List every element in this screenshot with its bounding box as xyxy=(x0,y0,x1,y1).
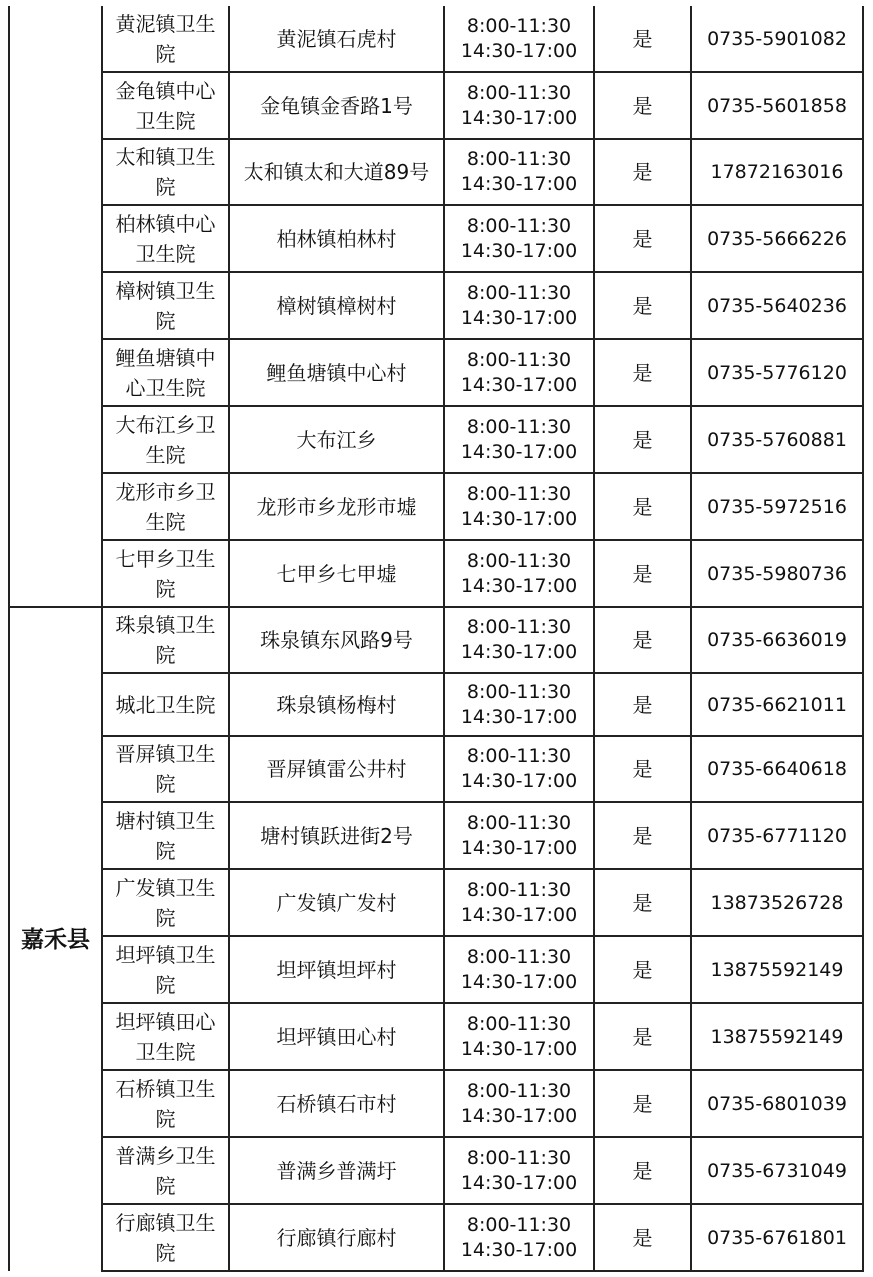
address-cell: 金龟镇金香路1号 xyxy=(229,72,444,139)
address-cell: 大布江乡 xyxy=(229,406,444,473)
phone-cell: 0735-5601858 xyxy=(691,72,863,139)
hours-cell xyxy=(444,272,594,339)
facility-name-line: 院 xyxy=(155,838,176,863)
appointment-cell: 是 xyxy=(594,802,691,869)
facility-name-cell xyxy=(102,736,229,802)
appointment-cell: 是 xyxy=(594,1137,691,1204)
hours-cell xyxy=(444,1003,594,1070)
phone-cell: 0735-6621011 xyxy=(691,673,863,736)
facility-name-cell xyxy=(102,936,229,1003)
appointment-cell: 是 xyxy=(594,673,691,736)
table-row xyxy=(9,673,863,736)
phone-cell: 0735-5980736 xyxy=(691,540,863,607)
appointment-cell: 是 xyxy=(594,406,691,473)
facility-name-line: 普满乡卫生 xyxy=(115,1143,216,1168)
facility-name-line: 院 xyxy=(155,1106,176,1131)
facility-name-line: 坦坪镇田心 xyxy=(115,1009,216,1034)
table-row xyxy=(9,139,863,205)
hours-line: 14:30-17:00 xyxy=(460,1104,578,1127)
table-row xyxy=(9,802,863,869)
phone-cell: 0735-6801039 xyxy=(691,1070,863,1137)
table-row xyxy=(9,736,863,802)
facility-name-cell xyxy=(102,802,229,869)
facility-name-line: 金龟镇中心 xyxy=(115,78,216,103)
facility-name-line: 柏林镇中心 xyxy=(115,211,216,236)
appointment-cell: 是 xyxy=(594,339,691,406)
hours-cell xyxy=(444,1070,594,1137)
hours-line: 14:30-17:00 xyxy=(460,770,578,792)
table-row xyxy=(9,1204,863,1271)
hours-cell xyxy=(444,205,594,272)
hours-cell xyxy=(444,6,594,72)
facility-name-cell xyxy=(102,72,229,139)
appointment-cell: 是 xyxy=(594,139,691,205)
address-cell: 塘村镇跃进街2号 xyxy=(229,802,444,869)
facility-name-line: 心卫生院 xyxy=(125,375,206,400)
table-row xyxy=(9,272,863,339)
facility-name-line: 卫生院 xyxy=(135,1039,196,1064)
table-row xyxy=(9,540,863,607)
hours-cell xyxy=(444,339,594,406)
table-row xyxy=(9,406,863,473)
facility-name-cell xyxy=(102,139,229,205)
hours-line: 14:30-17:00 xyxy=(460,173,578,195)
facility-name-cell xyxy=(102,1137,229,1204)
address-cell: 晋屏镇雷公井村 xyxy=(229,736,444,802)
hours-line: 14:30-17:00 xyxy=(460,507,578,530)
appointment-cell: 是 xyxy=(594,1070,691,1137)
phone-cell: 13873526728 xyxy=(691,869,863,936)
facility-name-line: 太和镇卫生 xyxy=(115,145,216,169)
facility-name-line: 坦坪镇卫生 xyxy=(115,942,216,967)
hours-cell xyxy=(444,1204,594,1271)
appointment-cell: 是 xyxy=(594,205,691,272)
address-cell: 珠泉镇杨梅村 xyxy=(229,673,444,736)
hours-line: 14:30-17:00 xyxy=(460,1238,578,1261)
hours-line: 8:00-11:30 xyxy=(466,1146,572,1169)
facility-name-cell xyxy=(102,607,229,673)
hours-line: 14:30-17:00 xyxy=(460,970,578,993)
hours-line: 8:00-11:30 xyxy=(466,945,572,968)
hours-cell xyxy=(444,406,594,473)
address-cell: 柏林镇柏林村 xyxy=(229,205,444,272)
appointment-cell: 是 xyxy=(594,1204,691,1271)
hours-cell xyxy=(444,473,594,540)
facility-name-cell xyxy=(102,540,229,607)
appointment-cell: 是 xyxy=(594,72,691,139)
facility-name-line: 院 xyxy=(155,1240,176,1265)
facility-name-cell xyxy=(102,6,229,72)
phone-cell: 0735-5776120 xyxy=(691,339,863,406)
facility-name-line: 院 xyxy=(155,41,176,66)
facility-name-line: 院 xyxy=(155,905,176,930)
hours-line: 8:00-11:30 xyxy=(466,1012,572,1035)
phone-cell: 0735-5666226 xyxy=(691,205,863,272)
hours-cell xyxy=(444,869,594,936)
hours-line: 14:30-17:00 xyxy=(460,574,578,597)
table-row xyxy=(9,205,863,272)
hours-line: 8:00-11:30 xyxy=(466,415,572,438)
hours-line: 14:30-17:00 xyxy=(460,1037,578,1060)
phone-cell: 0735-5901082 xyxy=(691,6,863,72)
hours-line: 8:00-11:30 xyxy=(466,482,572,505)
address-cell: 坦坪镇坦坪村 xyxy=(229,936,444,1003)
appointment-cell: 是 xyxy=(594,473,691,540)
clinic-table-body xyxy=(9,6,863,1271)
facility-name-line: 院 xyxy=(155,772,176,796)
hours-line: 8:00-11:30 xyxy=(466,348,572,371)
clinic-table xyxy=(8,6,864,1272)
hours-cell xyxy=(444,1137,594,1204)
hours-line: 14:30-17:00 xyxy=(460,903,578,926)
hours-line: 8:00-11:30 xyxy=(466,616,572,638)
address-cell: 坦坪镇田心村 xyxy=(229,1003,444,1070)
address-cell: 黄泥镇石虎村 xyxy=(229,6,444,72)
county-cell xyxy=(9,6,102,607)
facility-name-line: 广发镇卫生 xyxy=(115,875,216,900)
hours-cell xyxy=(444,607,594,673)
table-row xyxy=(9,6,863,72)
facility-name-line: 鲤鱼塘镇中 xyxy=(115,345,216,370)
address-cell: 广发镇广发村 xyxy=(229,869,444,936)
hours-line: 14:30-17:00 xyxy=(460,373,578,396)
hours-line: 14:30-17:00 xyxy=(460,39,578,62)
hours-cell xyxy=(444,736,594,802)
phone-cell: 0735-6731049 xyxy=(691,1137,863,1204)
appointment-cell: 是 xyxy=(594,736,691,802)
hours-line: 8:00-11:30 xyxy=(466,14,572,37)
phone-cell: 0735-6771120 xyxy=(691,802,863,869)
facility-name-cell xyxy=(102,1204,229,1271)
facility-name-line: 晋屏镇卫生 xyxy=(115,742,216,766)
facility-name-line: 生院 xyxy=(145,442,186,467)
phone-cell: 0735-6636019 xyxy=(691,607,863,673)
address-cell: 石桥镇石市村 xyxy=(229,1070,444,1137)
address-cell: 珠泉镇东风路9号 xyxy=(229,607,444,673)
hours-cell xyxy=(444,936,594,1003)
hours-line: 14:30-17:00 xyxy=(460,239,578,262)
facility-name-line: 珠泉镇卫生 xyxy=(115,613,216,637)
facility-name-cell xyxy=(102,673,229,736)
appointment-cell: 是 xyxy=(594,607,691,673)
table-row xyxy=(9,339,863,406)
hours-line: 14:30-17:00 xyxy=(460,705,578,728)
facility-name-line: 石桥镇卫生 xyxy=(115,1076,216,1101)
facility-name-line: 七甲乡卫生 xyxy=(115,546,216,571)
phone-cell: 0735-6640618 xyxy=(691,736,863,802)
hours-line: 14:30-17:00 xyxy=(460,1171,578,1194)
hours-cell xyxy=(444,540,594,607)
appointment-cell: 是 xyxy=(594,1003,691,1070)
facility-name-line: 城北卫生院 xyxy=(115,692,216,717)
facility-name-line: 樟树镇卫生 xyxy=(115,278,216,303)
hours-line: 8:00-11:30 xyxy=(466,811,572,834)
hours-line: 14:30-17:00 xyxy=(460,440,578,463)
facility-name-line: 龙形市乡卫 xyxy=(115,479,216,504)
facility-name-line: 行廊镇卫生 xyxy=(115,1210,216,1235)
hours-line: 8:00-11:30 xyxy=(466,680,572,703)
appointment-cell: 是 xyxy=(594,272,691,339)
hours-line: 8:00-11:30 xyxy=(466,1213,572,1236)
table-row xyxy=(9,1070,863,1137)
facility-name-line: 生院 xyxy=(145,509,186,534)
address-cell: 龙形市乡龙形市墟 xyxy=(229,473,444,540)
hours-line: 14:30-17:00 xyxy=(460,306,578,329)
hours-cell xyxy=(444,139,594,205)
hours-line: 8:00-11:30 xyxy=(466,81,572,104)
table-row xyxy=(9,607,863,673)
appointment-cell: 是 xyxy=(594,6,691,72)
phone-cell: 0735-6761801 xyxy=(691,1204,863,1271)
hours-line: 8:00-11:30 xyxy=(466,1079,572,1102)
facility-name-cell xyxy=(102,205,229,272)
hours-line: 8:00-11:30 xyxy=(466,148,572,170)
hours-line: 8:00-11:30 xyxy=(466,549,572,572)
table-row xyxy=(9,473,863,540)
appointment-cell: 是 xyxy=(594,869,691,936)
address-cell: 普满乡普满圩 xyxy=(229,1137,444,1204)
hours-line: 8:00-11:30 xyxy=(466,281,572,304)
hours-line: 14:30-17:00 xyxy=(460,836,578,859)
facility-name-cell xyxy=(102,869,229,936)
table-row xyxy=(9,1137,863,1204)
facility-name-line: 院 xyxy=(155,972,176,997)
facility-name-cell xyxy=(102,272,229,339)
hours-line: 14:30-17:00 xyxy=(460,106,578,129)
facility-name-line: 大布江乡卫 xyxy=(115,412,216,437)
facility-name-cell xyxy=(102,473,229,540)
facility-name-cell xyxy=(102,339,229,406)
phone-cell: 17872163016 xyxy=(691,139,863,205)
phone-cell: 0735-5640236 xyxy=(691,272,863,339)
hours-line: 14:30-17:00 xyxy=(460,641,578,663)
phone-cell: 13875592149 xyxy=(691,936,863,1003)
hours-cell xyxy=(444,673,594,736)
facility-name-line: 塘村镇卫生 xyxy=(115,808,216,833)
address-cell: 鲤鱼塘镇中心村 xyxy=(229,339,444,406)
facility-name-line: 卫生院 xyxy=(135,241,196,266)
facility-name-cell xyxy=(102,406,229,473)
facility-name-cell xyxy=(102,1003,229,1070)
address-cell: 太和镇太和大道89号 xyxy=(229,139,444,205)
hours-cell xyxy=(444,802,594,869)
appointment-cell: 是 xyxy=(594,936,691,1003)
facility-name-line: 院 xyxy=(155,1173,176,1198)
table-row xyxy=(9,1003,863,1070)
phone-cell: 0735-5972516 xyxy=(691,473,863,540)
table-row xyxy=(9,869,863,936)
facility-name-line: 院 xyxy=(155,576,176,601)
table-row xyxy=(9,72,863,139)
facility-name-line: 院 xyxy=(155,308,176,333)
appointment-cell: 是 xyxy=(594,540,691,607)
facility-name-line: 黄泥镇卫生 xyxy=(115,11,216,36)
facility-name-line: 院 xyxy=(155,643,176,667)
facility-name-cell xyxy=(102,1070,229,1137)
hours-cell xyxy=(444,72,594,139)
facility-name-line: 院 xyxy=(155,175,176,199)
address-cell: 行廊镇行廊村 xyxy=(229,1204,444,1271)
hours-line: 8:00-11:30 xyxy=(466,745,572,767)
phone-cell: 13875592149 xyxy=(691,1003,863,1070)
address-cell: 七甲乡七甲墟 xyxy=(229,540,444,607)
address-cell: 樟树镇樟树村 xyxy=(229,272,444,339)
hours-line: 8:00-11:30 xyxy=(466,878,572,901)
county-cell: 嘉禾县 xyxy=(9,607,102,1271)
facility-name-line: 卫生院 xyxy=(135,108,196,133)
hours-line: 8:00-11:30 xyxy=(466,214,572,237)
table-row xyxy=(9,936,863,1003)
phone-cell: 0735-5760881 xyxy=(691,406,863,473)
